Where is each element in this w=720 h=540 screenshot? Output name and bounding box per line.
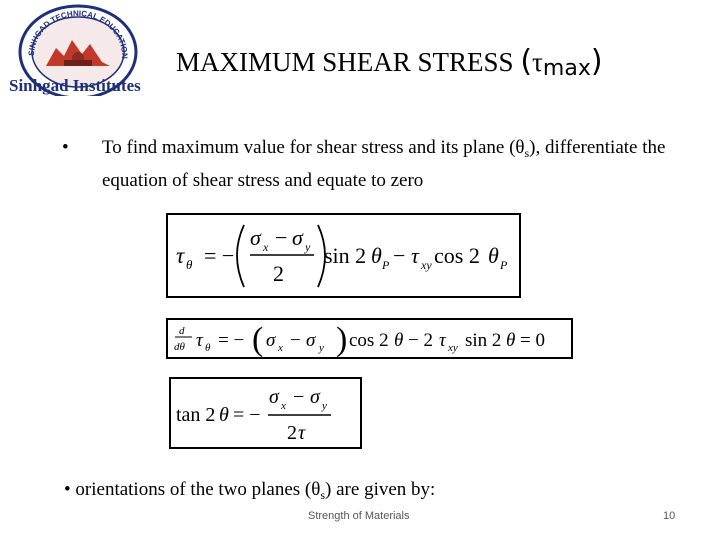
svg-text:τ: τ [298,422,306,444]
svg-text:(: ( [252,321,264,357]
svg-text:= −: = − [218,330,245,351]
svg-text:= −: = − [233,404,261,426]
svg-text:y: y [322,400,327,412]
bullet-2-after: ) are given by: [325,479,436,500]
title-text: MAXIMUM SHEAR STRESS [176,47,514,77]
svg-text:dθ: dθ [174,341,185,353]
title-close-paren: ) [590,44,603,79]
bullet-1-subscript: s [524,146,530,160]
slide-title [176,44,603,81]
svg-text:2: 2 [287,422,297,444]
svg-text:σ: σ [310,386,320,408]
derivative-equation [166,318,573,359]
svg-text:= −: = − [204,243,235,268]
svg-text:τ: τ [176,243,185,268]
bullet-marker: • [62,137,69,158]
svg-text:τ: τ [411,243,419,268]
svg-text:x: x [278,342,283,354]
svg-text:P: P [382,258,390,272]
svg-text:y: y [305,240,311,254]
svg-text:P: P [500,258,508,272]
svg-text:θ: θ [394,330,404,351]
svg-text:σ: σ [269,386,279,408]
svg-text:xy: xy [421,258,432,272]
svg-text:x: x [263,240,269,254]
svg-text:σ: σ [306,330,316,351]
svg-text:θ: θ [371,243,382,268]
logo-ring-text: SINHGAD TECHNICAL EDUCATION [26,8,130,59]
svg-text:sin 2: sin 2 [324,243,367,268]
svg-text:d: d [179,325,185,337]
svg-text:2: 2 [273,261,284,286]
svg-text:cos 2: cos 2 [349,330,389,351]
bullet-2-text [64,476,435,509]
shear-stress-equation [166,213,521,298]
svg-text:−: − [290,330,301,351]
svg-text:= 0: = 0 [520,330,545,351]
bullet-1-after: ), differentiate the equation of shear stress and equate to zero [102,137,666,191]
svg-text:−: − [275,225,288,250]
bullet-2-before: • orientations of the two planes (θ [64,479,321,500]
svg-text:sin 2: sin 2 [465,330,502,351]
svg-text:θ: θ [219,404,229,426]
logo-caption: Sinhgad Institutes [9,76,141,95]
title-symbol: τ [532,47,543,77]
footer-label: Strength of Materials [308,510,410,522]
bullet-2-subscript: s [320,488,326,502]
svg-text:y: y [319,342,324,354]
title-open-paren: ( [520,44,533,79]
svg-text:x: x [281,400,286,412]
svg-text:θ: θ [488,243,499,268]
svg-text:− 2: − 2 [408,330,433,351]
svg-text:tan 2: tan 2 [176,404,216,426]
bullet-1-text [102,134,692,195]
svg-text:xy: xy [448,342,458,354]
svg-text:−: − [293,386,305,408]
svg-text:): ) [336,321,348,357]
svg-text:θ: θ [506,330,516,351]
title-subscript: max [542,56,591,81]
svg-text:θ: θ [186,257,193,272]
svg-text:σ: σ [266,330,276,351]
bullet-1-before: To find maximum value for shear stress and its plane (θ [102,137,525,158]
svg-text:σ: σ [250,225,261,250]
svg-text:σ: σ [292,225,303,250]
page-number: 10 [663,510,676,522]
svg-text:τ: τ [439,330,446,351]
svg-text:τ: τ [196,330,203,351]
svg-text:θ: θ [205,342,211,354]
tan-equation [169,377,362,449]
svg-text:cos 2: cos 2 [434,243,480,268]
svg-text:−: − [393,243,406,268]
